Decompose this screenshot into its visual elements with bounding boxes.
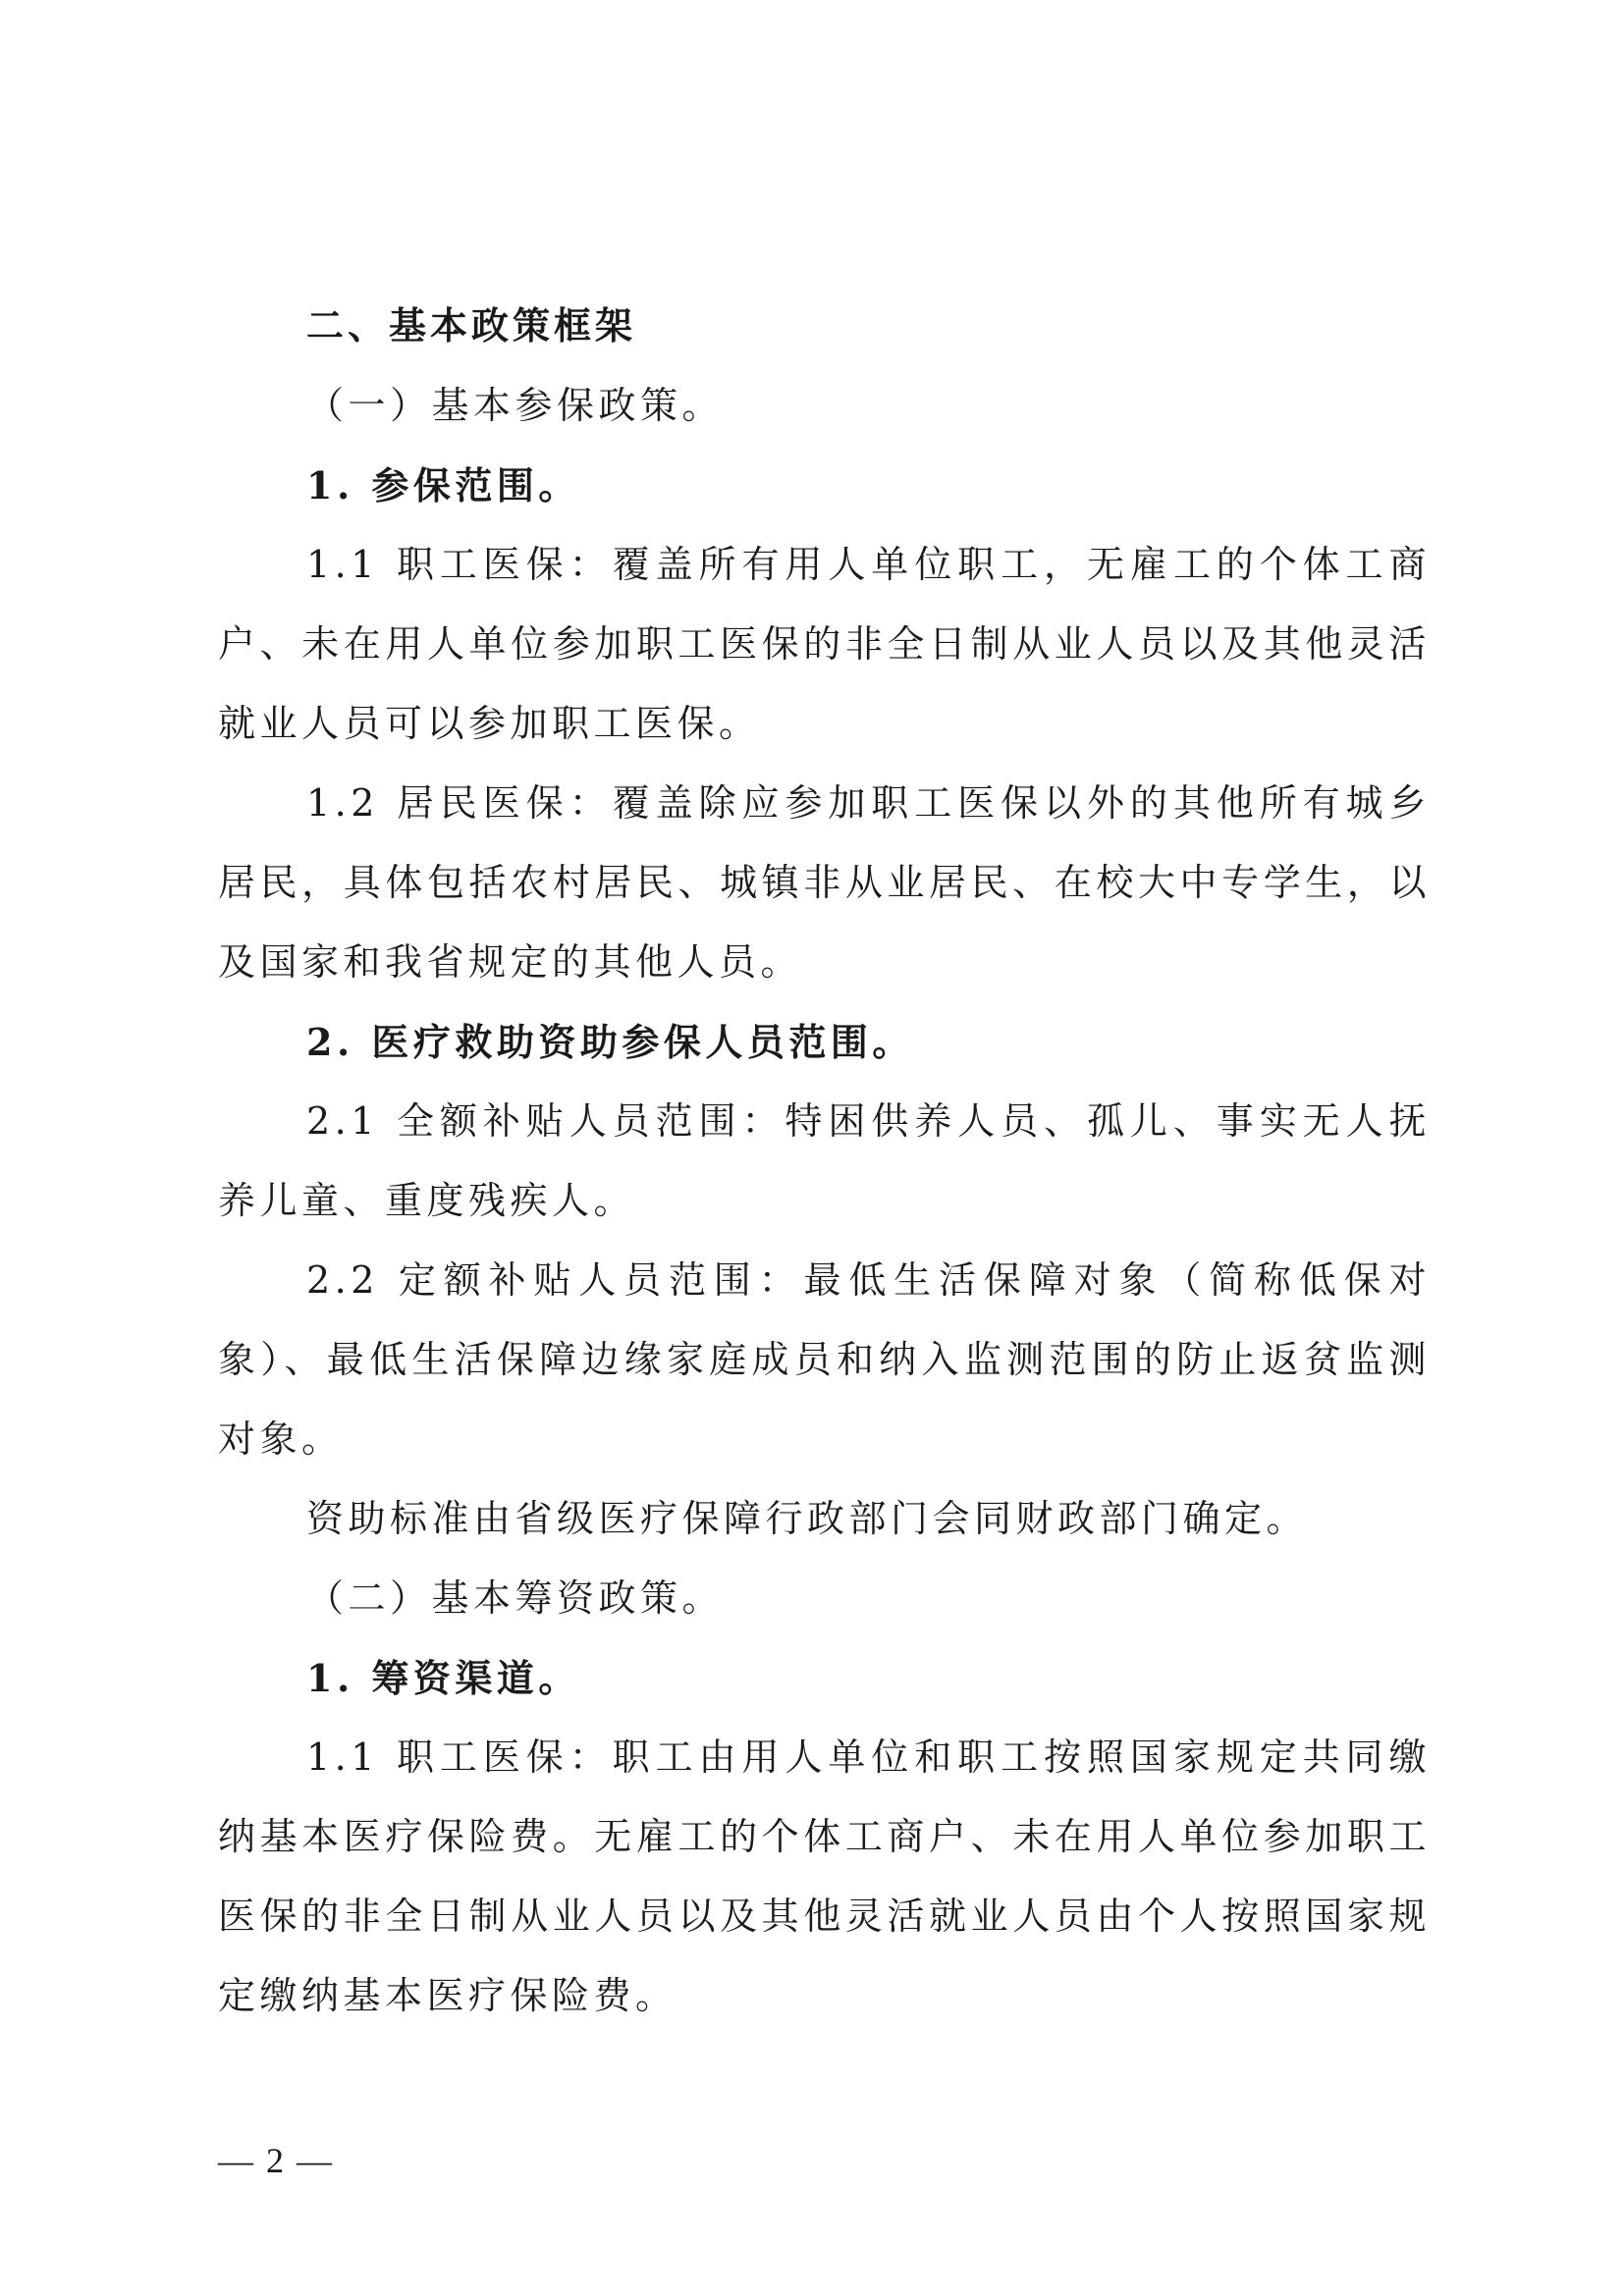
item-title-2: 2. 医疗救助资助参保人员范围。 — [306, 1020, 914, 1064]
page-number: — 2 — — [218, 2141, 334, 2180]
item-title-3: 1. 筹资渠道。 — [306, 1656, 580, 1700]
subsection-title-2: （二）基本筹资政策。 — [306, 1576, 725, 1620]
item-title-1: 1. 参保范围。 — [306, 463, 580, 507]
paragraph-2-2: 2.2 定额补贴人员范围：最低生活保障对象（简称低保对象）、最低生活保障边缘家庭成员和纳入监测范围的防止返贫监测对象。 — [218, 1258, 1431, 1461]
paragraph-standard: 资助标准由省级医疗保障行政部门会同财政部门确定。 — [306, 1497, 1309, 1540]
paragraph-3-1: 1.1 职工医保：职工由用人单位和职工按照国家规定共同缴纳基本医疗保险费。无雇工的个体工商户、未在用人单位参加职工医保的非全日制从业人员以及其他灵活就业人员由个人按照国家规定缴纳基本医疗保险费。 — [218, 1735, 1431, 2017]
subsection-title-1: （一）基本参保政策。 — [306, 384, 725, 427]
paragraph-1-1: 1.1 职工医保：覆盖所有用人单位职工，无雇工的个体工商户、未在用人单位参加职工医保的非全日制从业人员以及其他灵活就业人员可以参加职工医保。 — [218, 543, 1431, 745]
paragraph-1-2: 1.2 居民医保：覆盖除应参加职工医保以外的其他所有城乡居民，具体包括农村居民、城镇非从业居民、在校大中专学生，以及国家和我省规定的其他人员。 — [218, 781, 1431, 984]
section-title: 二、基本政策框架 — [306, 304, 637, 347]
paragraph-2-1: 2.1 全额补贴人员范围：特困供养人员、孤儿、事实无人抚养儿童、重度残疾人。 — [218, 1099, 1431, 1222]
